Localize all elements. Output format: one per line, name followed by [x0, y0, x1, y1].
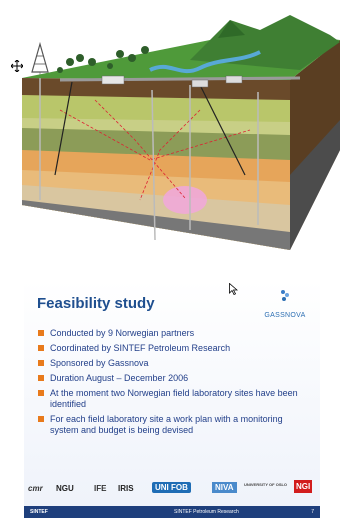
list-item: [38, 388, 310, 410]
gassnova-logo: [260, 286, 310, 322]
bullet-square-icon: [38, 360, 44, 366]
bullet-text: For each field laboratory site a work plan with a monitoring system and budget is being devised: [50, 414, 283, 435]
bullet-text: Duration August – December 2006: [50, 373, 189, 383]
bullet-square-icon: [38, 345, 44, 351]
uio-logo: UNIVERSITY OF OSLO: [244, 482, 288, 487]
list-item: [38, 358, 310, 369]
bullet-text: At the moment two Norwegian field laboratory sites have been identified: [50, 388, 298, 409]
list-item: [38, 328, 310, 339]
bullet-text: Coordinated by SINTEF Petroleum Research: [50, 343, 231, 353]
slide-title: Feasibility study: [37, 295, 155, 312]
bullet-list: [38, 328, 310, 440]
partner-logos: [24, 476, 320, 504]
bullet-square-icon: [38, 330, 44, 336]
ngi-logo: NGI: [296, 482, 311, 491]
bullet-square-icon: [38, 416, 44, 422]
slide-footer: [24, 506, 320, 518]
page-number: 7: [311, 509, 314, 515]
gassnova-mark-icon: [276, 286, 294, 304]
move-cursor-icon: [11, 60, 23, 72]
bullet-square-icon: [38, 390, 44, 396]
iris-logo: IRIS: [118, 484, 134, 493]
ngu-logo: NGU: [56, 484, 74, 493]
mouse-arrow-icon: [229, 283, 238, 295]
bullet-square-icon: [38, 375, 44, 381]
bullet-text: Sponsored by Gassnova: [50, 358, 149, 368]
unifob-logo: UNI FOB: [152, 482, 191, 493]
cmr-logo: cmr: [28, 484, 43, 493]
list-item: [38, 414, 310, 436]
list-item: [38, 373, 310, 384]
gassnova-logo-text: GASSNOVA: [264, 312, 306, 319]
niva-logo: NIVA: [212, 482, 237, 493]
footer-org: SINTEF Petroleum Research: [174, 509, 239, 515]
list-item: [38, 343, 310, 354]
ife-logo: IFE: [94, 484, 107, 493]
footer-sintef: SINTEF: [30, 509, 48, 515]
bullet-text: Conducted by 9 Norwegian partners: [50, 328, 195, 338]
slide: [24, 280, 320, 518]
